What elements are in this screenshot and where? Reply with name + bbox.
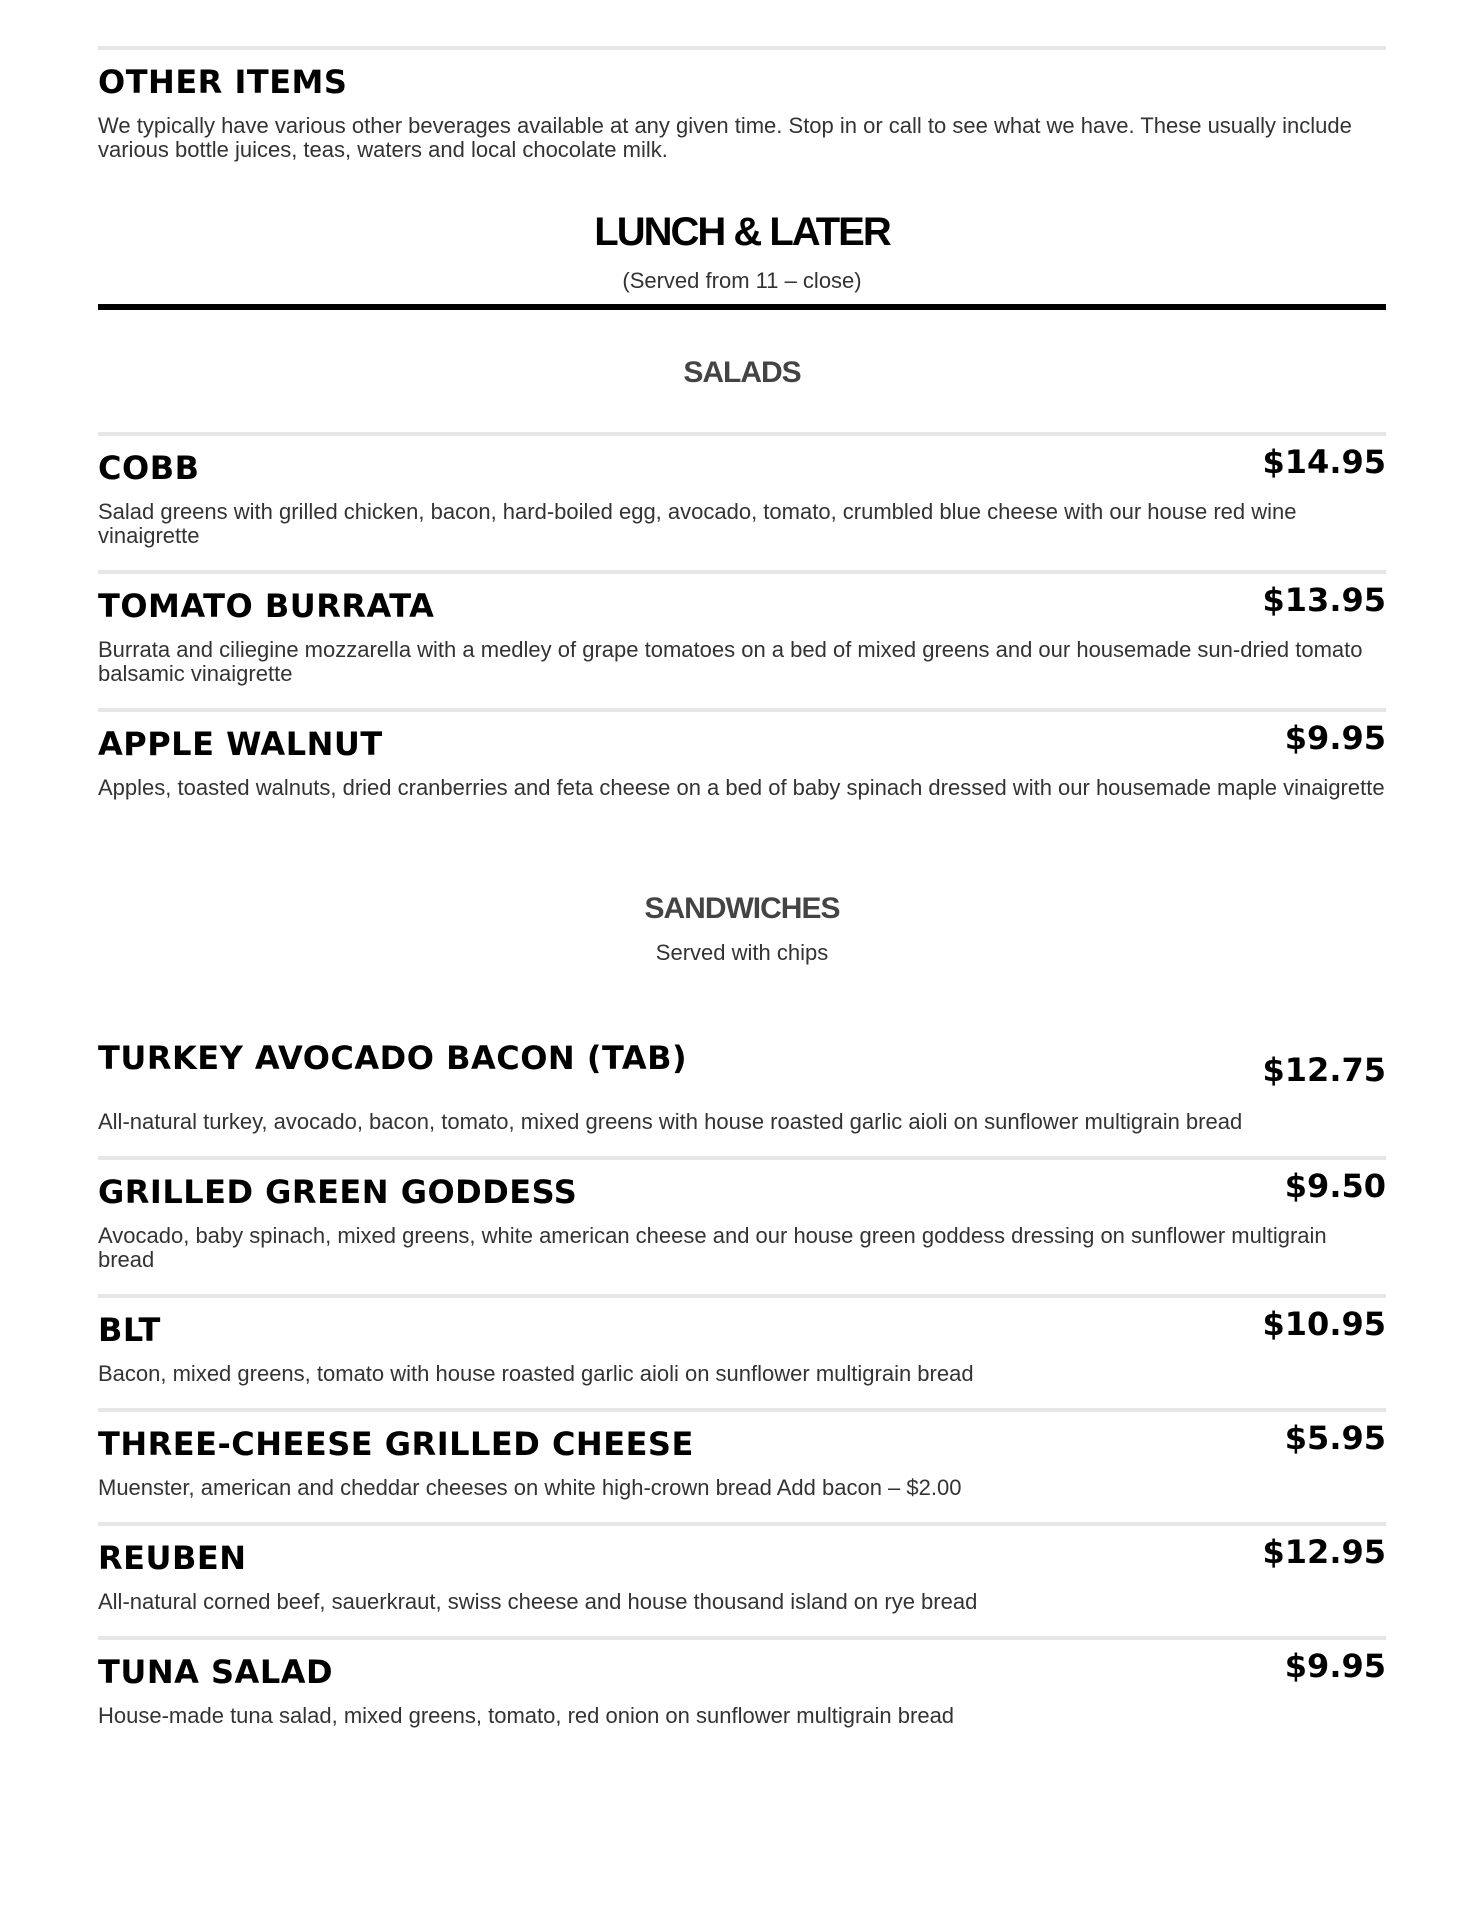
item-price: $10.95 xyxy=(1262,1305,1386,1343)
item-price: $9.95 xyxy=(1284,719,1386,757)
item-price: $9.95 xyxy=(1284,1647,1386,1685)
sandwiches-subtitle: Served with chips xyxy=(655,940,829,965)
other-items-description: We typically have various other beverages available at any given time. Stop in or call to see what we have. These usually include various bottle juices, teas, waters and local chocolate milk. xyxy=(98,113,1352,162)
item-name: TURKEY AVOCADO BACON (TAB) xyxy=(98,1039,688,1077)
menu-item xyxy=(98,581,1386,630)
item-description: Salad greens with grilled chicken, bacon, hard-boiled egg, avocado, tomato, crumbled blue cheese with our house red wine vinaigrette xyxy=(98,499,1297,548)
item-name: BLT xyxy=(98,1311,161,1349)
item-name: APPLE WALNUT xyxy=(98,725,383,763)
menu-item xyxy=(98,1647,1386,1696)
divider xyxy=(98,1156,1386,1160)
divider xyxy=(98,432,1386,436)
menu-item xyxy=(98,1419,1386,1468)
item-description: Burrata and ciliegine mozzarella with a medley of grape tomatoes on a bed of mixed greens and our housemade sun-dried tomato balsamic vinaigrette xyxy=(98,637,1363,686)
menu-item xyxy=(98,443,1386,492)
lunch-title: LUNCH & LATER xyxy=(594,210,890,254)
divider xyxy=(98,1636,1386,1640)
menu-item xyxy=(98,1533,1386,1582)
divider xyxy=(98,1294,1386,1298)
item-price: $9.50 xyxy=(1284,1167,1386,1205)
menu-item xyxy=(98,1039,1386,1102)
item-price: $13.95 xyxy=(1262,581,1386,619)
salads-title: SALADS xyxy=(683,356,801,389)
item-description: All-natural corned beef, sauerkraut, swiss cheese and house thousand island on rye bread xyxy=(98,1589,978,1614)
sandwiches-title: SANDWICHES xyxy=(644,892,840,925)
menu-item xyxy=(98,1167,1386,1216)
lunch-subtitle: (Served from 11 – close) xyxy=(622,268,862,293)
item-name: TOMATO BURRATA xyxy=(98,587,435,625)
divider xyxy=(98,708,1386,712)
item-price: $12.75 xyxy=(1262,1051,1386,1089)
item-price: $5.95 xyxy=(1284,1419,1386,1457)
menu-item xyxy=(98,1305,1386,1354)
item-price: $12.95 xyxy=(1262,1533,1386,1571)
item-description: Apples, toasted walnuts, dried cranberries and feta cheese on a bed of baby spinach dressed with our housemade maple vinaigrette xyxy=(98,775,1385,800)
item-description: Avocado, baby spinach, mixed greens, white american cheese and our house green goddess dressing on sunflower multigrain bread xyxy=(98,1223,1327,1272)
item-name: COBB xyxy=(98,449,200,487)
item-description: All-natural turkey, avocado, bacon, tomato, mixed greens with house roasted garlic aioli on sunflower multigrain bread xyxy=(98,1109,1243,1134)
divider xyxy=(98,1522,1386,1526)
divider xyxy=(98,570,1386,574)
item-price: $14.95 xyxy=(1262,443,1386,481)
item-description: House-made tuna salad, mixed greens, tomato, red onion on sunflower multigrain bread xyxy=(98,1703,955,1728)
lunch-divider xyxy=(98,304,1386,310)
item-name: REUBEN xyxy=(98,1539,247,1577)
menu-item xyxy=(98,719,1386,768)
item-description: Muenster, american and cheddar cheeses on white high-crown bread Add bacon – $2.00 xyxy=(98,1475,962,1500)
item-description: Bacon, mixed greens, tomato with house roasted garlic aioli on sunflower multigrain bread xyxy=(98,1361,974,1386)
item-name: GRILLED GREEN GODDESS xyxy=(98,1173,578,1211)
item-name: THREE-CHEESE GRILLED CHEESE xyxy=(98,1425,694,1463)
divider xyxy=(98,46,1386,50)
divider xyxy=(98,1408,1386,1412)
item-name: TUNA SALAD xyxy=(98,1653,334,1691)
other-items-title: OTHER ITEMS xyxy=(98,63,348,101)
